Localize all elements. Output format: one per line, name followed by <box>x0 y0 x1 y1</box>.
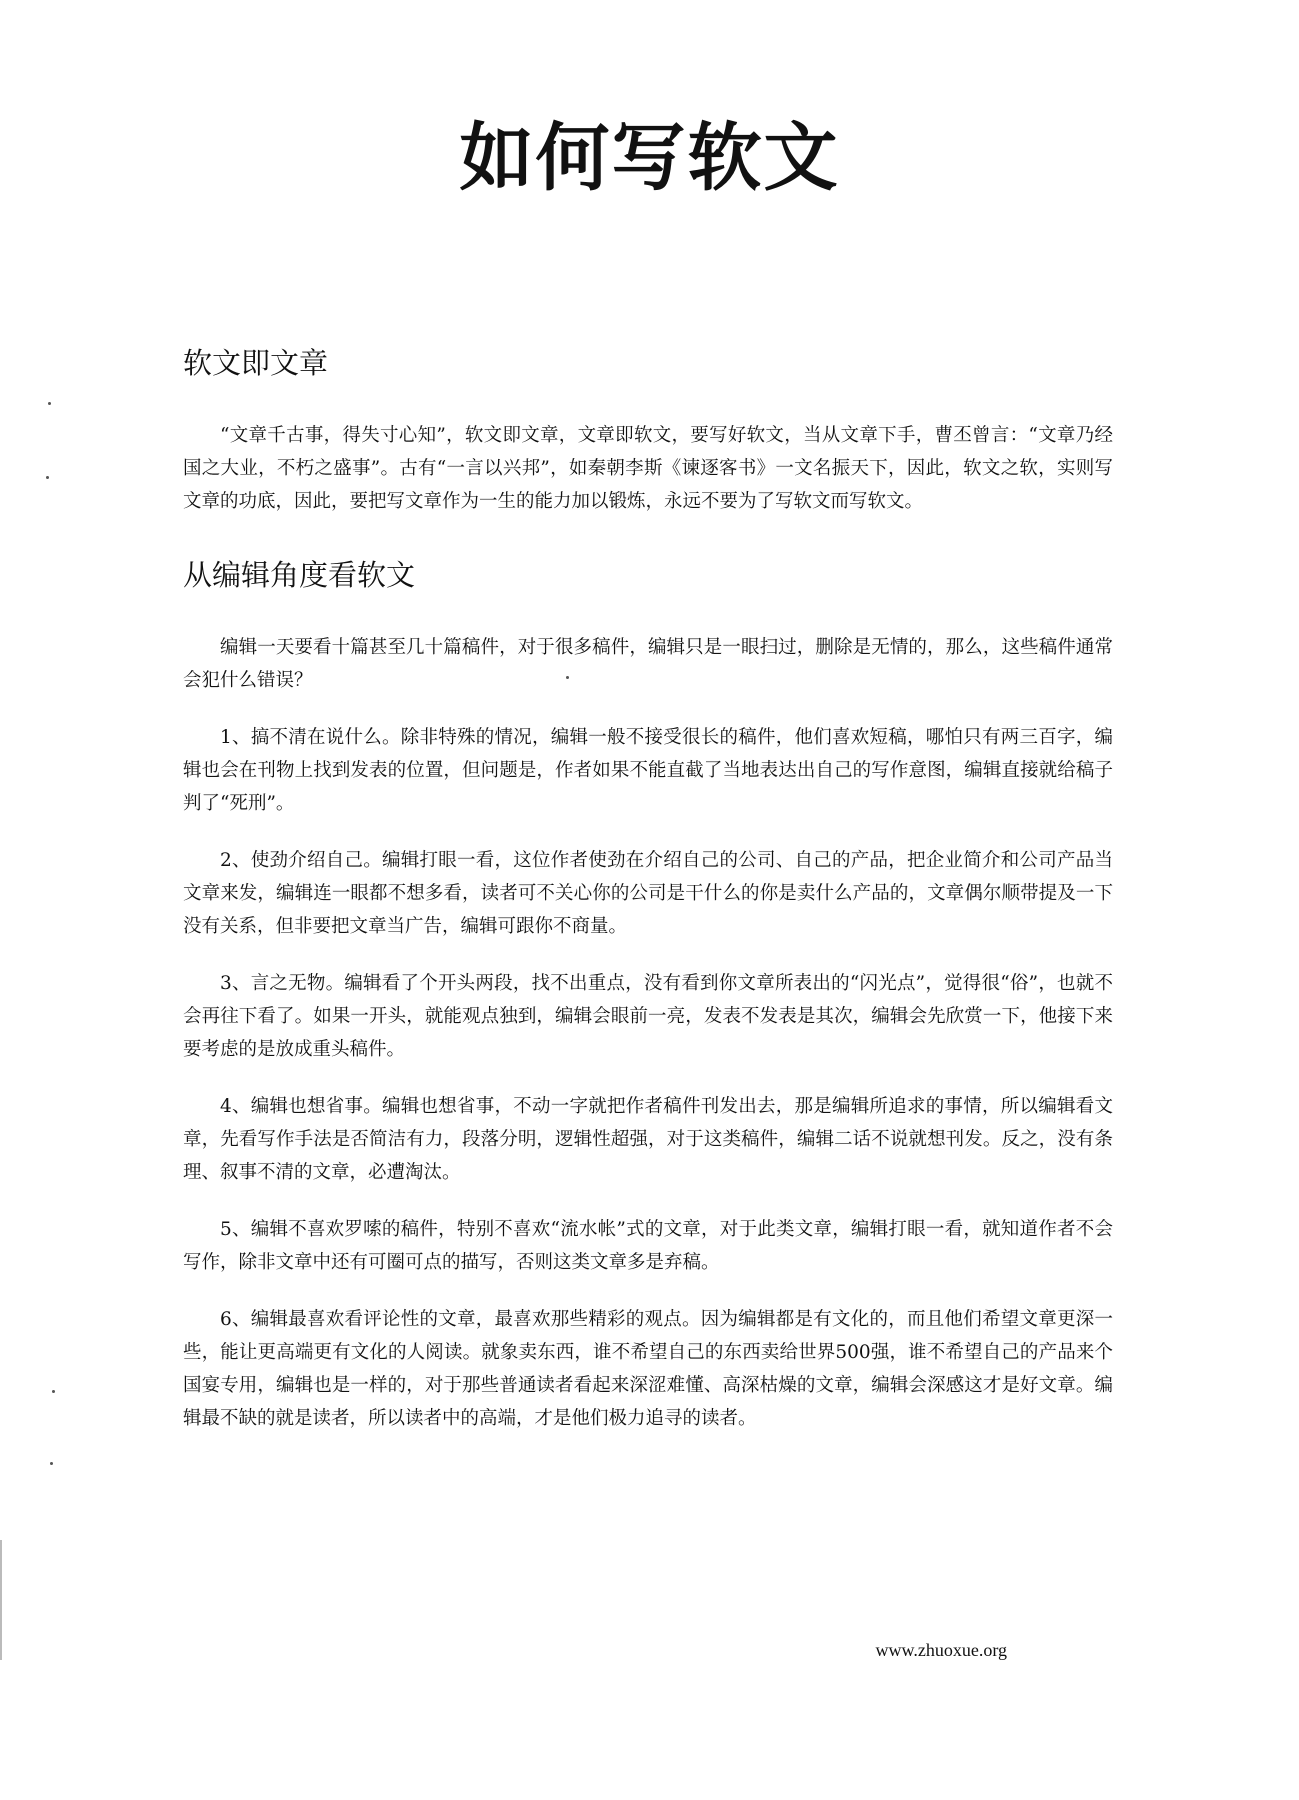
paragraph: 3、言之无物。编辑看了个开头两段，找不出重点，没有看到你文章所表出的“闪光点”，觉得很“俗”，也就不会再往下看了。如果一开头，就能观点独到，编辑会眼前一亮，发表不发表是其次，编辑会先欣赏一下，他接下来要考虑的是放成重头稿件。 <box>183 972 1113 1060</box>
paragraph: 4、编辑也想省事。编辑也想省事，不动一字就把作者稿件刊发出去，那是编辑所追求的事情，所以编辑看文章，先看写作手法是否简洁有力，段落分明，逻辑性超强，对于这类稿件，编辑二话不说就想刊发。反之，没有条理、叙事不清的文章，必遭淘汰。 <box>183 1095 1113 1183</box>
footer-url: www.zhuoxue.org <box>875 1640 1007 1660</box>
scan-edge-mark <box>0 1540 2 1660</box>
paragraph: “文章千古事，得失寸心知”，软文即文章，文章即软文，要写好软文，当从文章下手，曹丕曾言：“文章乃经国之大业，不朽之盛事”。古有“一言以兴邦”，如秦朝李斯《谏逐客书》一文名振天下，因此，软文之软，实则写文章的功底，因此，要把写文章作为一生的能力加以锻炼，永远不要为了写软文而写软文。 <box>183 424 1113 512</box>
scan-speck <box>566 676 569 679</box>
scan-speck <box>50 1462 53 1465</box>
paragraph: 编辑一天要看十篇甚至几十篇稿件，对于很多稿件，编辑只是一眼扫过，删除是无情的，那么，这些稿件通常会犯什么错误？ <box>183 636 1113 691</box>
scan-speck <box>52 1390 55 1393</box>
document-title: 如何写软文 <box>459 115 840 201</box>
paragraph: 2、使劲介绍自己。编辑打眼一看，这位作者使劲在介绍自己的公司、自己的产品，把企业简介和公司产品当文章来发，编辑连一眼都不想多看，读者可不关心你的公司是干什么的你是卖什么产品的，文章偶尔顺带提及一下没有关系，但非要把文章当广告，编辑可跟你不商量。 <box>183 849 1113 937</box>
section-editor-perspective <box>183 558 1113 1435</box>
scan-speck <box>46 476 49 479</box>
paragraph: 6、编辑最喜欢看评论性的文章，最喜欢那些精彩的观点。因为编辑都是有文化的，而且他们希望文章更深一些，能让更高端更有文化的人阅读。就象卖东西，谁不希望自己的东西卖给世界500强，谁不希望自己的产品来个国宴专用，编辑也是一样的，对于那些普通读者看起来深涩难懂、高深枯燥的文章，编辑会深感这才是好文章。编辑最不缺的就是读者，所以读者中的高端，才是他们极力追寻的读者。 <box>183 1308 1113 1429</box>
section-heading: 软文即文章 <box>183 346 329 380</box>
scan-speck <box>48 402 51 405</box>
paragraph: 1、搞不清在说什么。除非特殊的情况，编辑一般不接受很长的稿件，他们喜欢短稿，哪怕只有两三百字，编辑也会在刊物上找到发表的位置，但问题是，作者如果不能直截了当地表达出自己的写作意图，编辑直接就给稿子判了“死刑”。 <box>183 726 1113 814</box>
section-soft-article-is-article <box>183 346 1113 518</box>
paragraph: 5、编辑不喜欢罗嗦的稿件，特别不喜欢“流水帐”式的文章，对于此类文章，编辑打眼一看，就知道作者不会写作，除非文章中还有可圈可点的描写，否则这类文章多是弃稿。 <box>183 1218 1113 1273</box>
document-body <box>183 346 1113 1475</box>
section-heading: 从编辑角度看软文 <box>183 557 416 592</box>
